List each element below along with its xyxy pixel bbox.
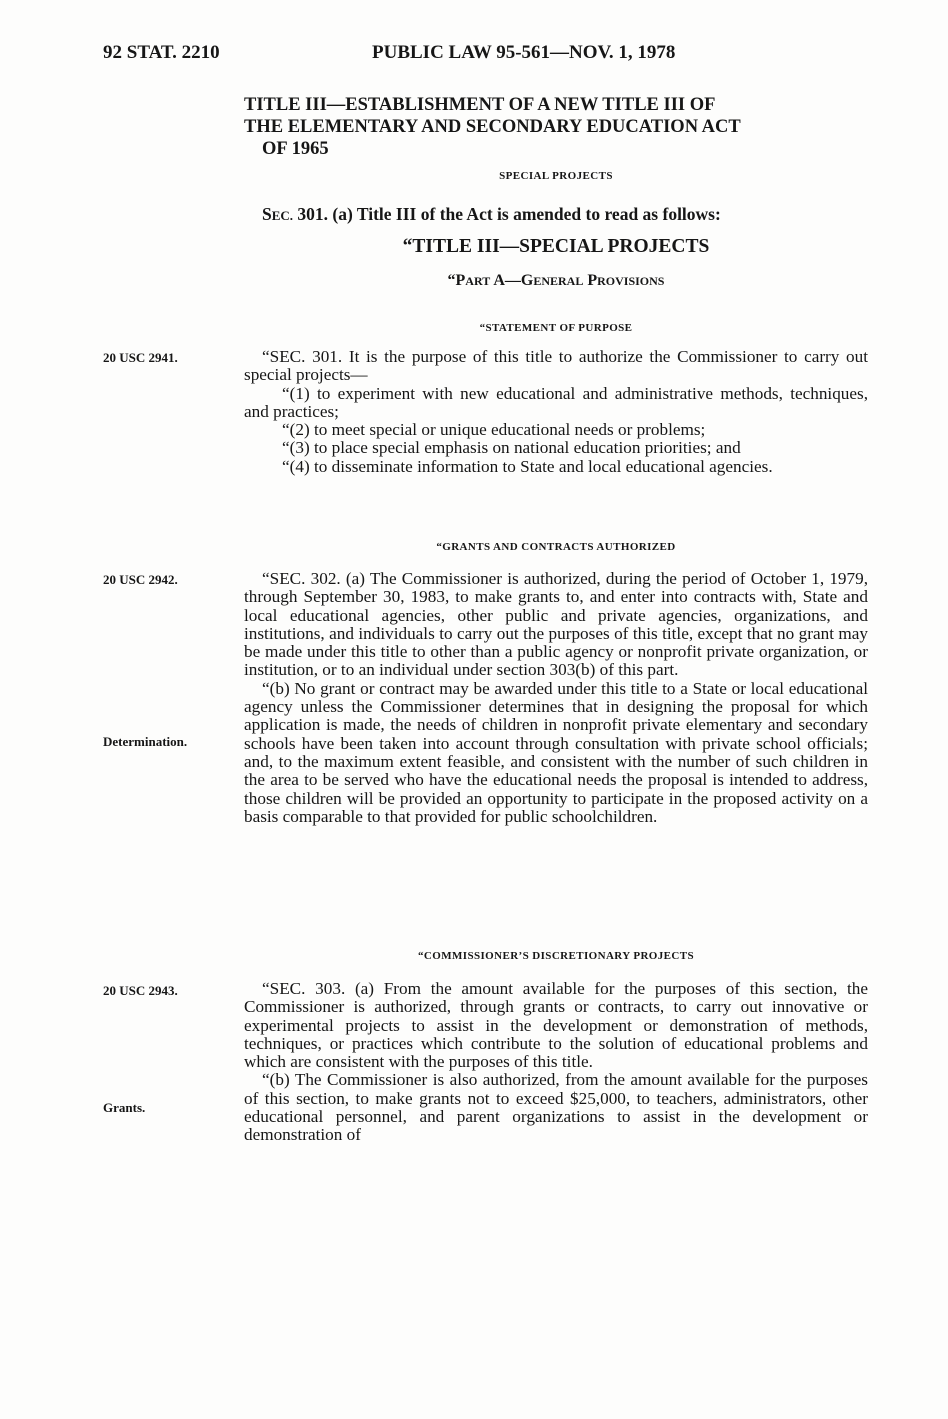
- sec-301-intro-prefix-small: EC.: [271, 208, 294, 223]
- sec-302-body: [244, 570, 868, 826]
- sec-302-b: “(b) No grant or contract may be awarded under this title to a State or local educational agency unless the Commissioner determines that in designing the proposal for which application is made, the needs of children in nonprofit private elementary and secondary schools have been taken into account through consultation with private school officials; and, to the maximum extent feasible, and consistent with the number of such children in the area to be served who have the educational needs the proposal is intended to address, those children will be provided an opportunity to participate in the proposed activity on a basis comparable to that provided for public schoolchildren.: [244, 678, 868, 826]
- part-a-small-3: ROVISIONS: [597, 274, 665, 288]
- sec-302-a: “SEC. 302. (a) The Commissioner is authorized, during the period of October 1, 1979, through September 30, 1983, to make grants to, and enter into contracts with, State and local educational agencies, other public and private agencies, organizations, and institutions, and individuals to carry out the purposes of this title, except that no grant may be made under this title to other than a public agency or nonprofit private organization, or institution, or to an individual under section 303(b) of this part.: [244, 569, 868, 680]
- page-stat-reference: 92 STAT. 2210: [103, 42, 220, 63]
- part-a-mid-2: P: [583, 272, 598, 289]
- special-projects-subheading: SPECIAL PROJECTS: [499, 170, 613, 182]
- sec-303-body: [244, 980, 868, 1145]
- sec-301-item-2: “(2) to meet special or unique educational needs or problems;: [282, 420, 706, 440]
- sec-301-text: “SEC. 301. It is the purpose of this title to authorize the Commissioner to carry out special projects—: [244, 347, 868, 385]
- sec-301-intro: [244, 205, 868, 225]
- margin-note-determination: Determination.: [103, 734, 188, 749]
- sec-301-item-3: “(3) to place special emphasis on national education priorities; and: [282, 438, 741, 458]
- page-running-header: PUBLIC LAW 95-561—NOV. 1, 1978: [372, 42, 676, 63]
- sec-301-item-1: “(1) to experiment with new educational and administrative methods, techniques, and practices;: [244, 383, 868, 421]
- margin-note-usc-2942: 20 USC 2942.: [103, 572, 178, 587]
- title-heading: [244, 94, 868, 160]
- statement-of-purpose-heading: “STATEMENT OF PURPOSE: [479, 322, 633, 334]
- title-iii-heading: “TITLE III—SPECIAL PROJECTS: [402, 236, 710, 257]
- part-a-small-2: ENERAL: [533, 274, 584, 288]
- title-line-1: TITLE III—ESTABLISHMENT OF A NEW TITLE III OF: [244, 95, 716, 115]
- sec-301-intro-prefix: S: [262, 204, 272, 224]
- sec-303-b: “(b) The Commissioner is also authorized, from the amount available for the purposes of this section, to make grants not to exceed $25,000, to teachers, administrators, other educational personnel, and parent organizations to assist in the development or demonstration of: [244, 1070, 868, 1145]
- sec-303-a: “SEC. 303. (a) From the amount available for the purposes of this section, the Commissioner is authorized, through grants or contracts, to carry out innovative or experimental projects to assist in the development or demonstration of methods, techniques, or practices which contribute to the solution of educational problems and which are consistent with the purposes of this title.: [244, 979, 868, 1072]
- title-line-2: THE ELEMENTARY AND SECONDARY EDUCATION ACT: [244, 117, 741, 137]
- sec-301-body: [244, 348, 868, 476]
- sec-301-item-4: “(4) to disseminate information to State and local educational agencies.: [282, 456, 773, 476]
- margin-note-usc-2943: 20 USC 2943.: [103, 983, 178, 998]
- sec-301-intro-text: 301. (a) Title III of the Act is amended to read as follows:: [293, 204, 721, 224]
- margin-note-usc-2941: 20 USC 2941.: [103, 350, 178, 365]
- title-line-3: OF 1965: [262, 139, 329, 159]
- grants-and-contracts-heading: “GRANTS AND CONTRACTS AUTHORIZED: [436, 541, 676, 553]
- part-a-small-1: ART: [465, 274, 491, 288]
- margin-note-grants: Grants.: [103, 1100, 146, 1115]
- part-a-lead: “P: [447, 272, 466, 289]
- part-a-mid: A—G: [490, 272, 534, 289]
- part-a-heading: [244, 272, 868, 290]
- commissioners-discretionary-heading: “COMMISSIONER’S DISCRETIONARY PROJECTS: [418, 950, 694, 962]
